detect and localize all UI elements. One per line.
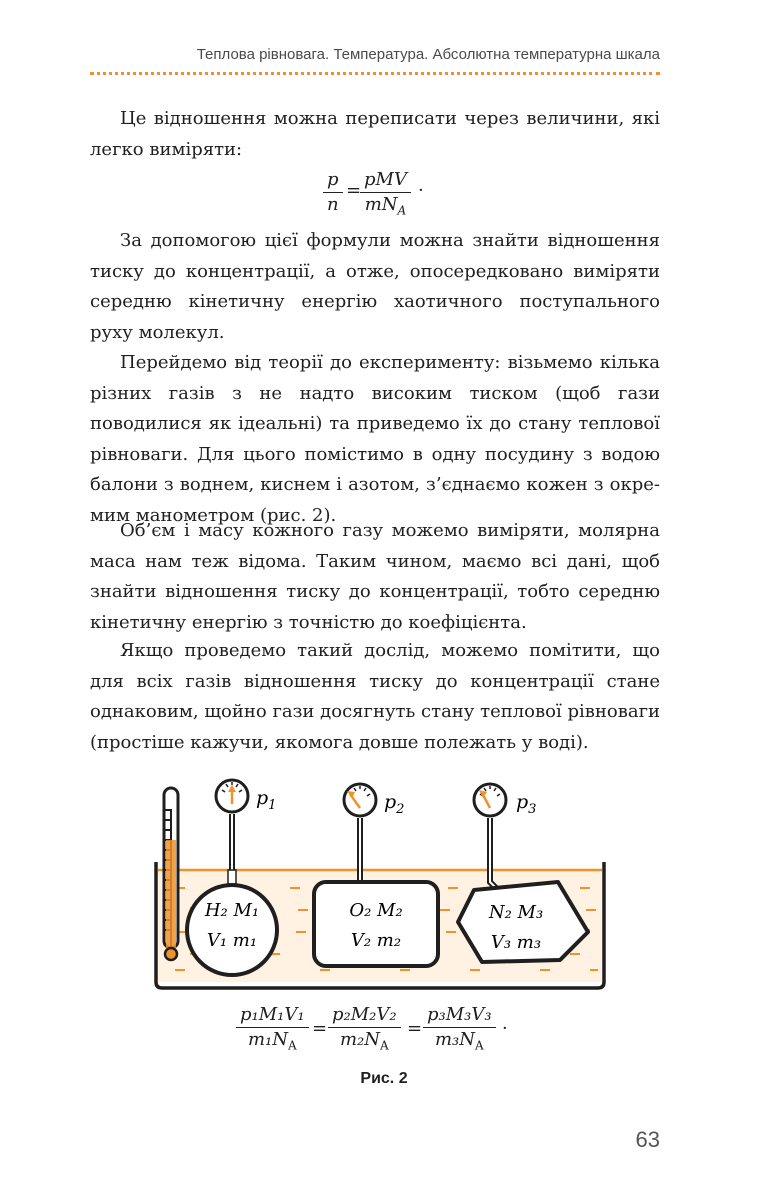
- manometer-1-icon: [216, 780, 248, 884]
- paragraph-3: Перейдемо від теорії до експерименту: візьмемо кілька різних газів з не надто високим тиском (щоб гази поводилися як ідеальні) та приведемо їх до стану теплової рівноваги. Для цього помістимо в одну посудину з водою балони з воднем, киснем і азотом, з’єднаємо кожен з окремим манометром (рис. 2).: [90, 352, 660, 526]
- vessel-o2: [314, 882, 438, 966]
- paragraph-5: Якщо проведемо такий дослід, можемо помітити, що для всіх газів відношення тиску до концентрації стане однаковим, щойно гази досягнуть стану теплової рівноваги (простіше кажучи, якомога довше полежать у воді).: [90, 640, 660, 753]
- formula1-lhs-num: p: [323, 168, 343, 193]
- formula2-f1-den: $m_1N_A$: [247, 1029, 297, 1053]
- formula2-f2-num: p₂M₂V₂: [328, 1003, 401, 1028]
- formula1-rhs: [360, 168, 411, 223]
- formula2-equals-2: =: [407, 1018, 423, 1039]
- vessel-2-line1: O₂ M₂: [349, 900, 403, 921]
- paragraph-4: Об’єм і масу кожного газу можемо виміряти, молярна маса нам теж відома. Таким чином, маємо всі дані, щоб знайти відношення тиску до концентрації, тобто середню кінетичну енергію з точністю до коефіцієнта.: [90, 520, 660, 633]
- formula2-f3-num: p₃M₃V₃: [423, 1003, 496, 1028]
- gauge-2-label: $p_2$: [384, 791, 405, 817]
- formula1-lhs: [323, 168, 343, 217]
- page-number: 63: [635, 1127, 660, 1152]
- formula2-dot: ·: [502, 1018, 508, 1039]
- gauge-3-label: $p_3$: [516, 791, 537, 817]
- vessel-3-line1: N₂ M₃: [488, 902, 544, 923]
- formula2-f3-den: $m_3N_A$: [434, 1029, 484, 1053]
- figure-experiment: [0, 770, 768, 1000]
- formula2-f1-num: p₁M₁V₁: [236, 1003, 309, 1028]
- formula2-f2-den: $m_2N_A$: [339, 1029, 389, 1053]
- formula2-frac-1: [236, 1003, 309, 1058]
- running-header: Теплова рівновага. Температура. Абсолютна температурна шкала: [196, 46, 660, 63]
- vessel-1-line1: H₂ M₁: [204, 900, 260, 921]
- header-dotted-rule: [90, 72, 660, 75]
- manometer-2-icon: [344, 784, 376, 882]
- formula2-frac-2: [328, 1003, 401, 1058]
- paragraph-2: За допомогою цієї формули можна знайти відношення тиску до концентрації, а отже, опосередковано виміряти середню кінетичну енергію хаотичного поступального руху молекул.: [90, 230, 660, 343]
- figure-caption: Рис. 2: [360, 1070, 408, 1087]
- formula1-rhs-num: pMV: [360, 168, 411, 193]
- formula1-lhs-den: n: [327, 194, 339, 215]
- vessel-2-line2: V₂ m₂: [350, 930, 402, 951]
- formula1-equals: =: [346, 180, 362, 201]
- vessel-3-line2: V₃ m₃: [490, 932, 542, 953]
- formula1-rhs-den: $mN_A$: [364, 194, 407, 218]
- formula1-dot: ·: [418, 180, 424, 201]
- paragraph-1: Це відношення можна переписати через величини, які легко виміряти:: [90, 108, 660, 160]
- formula2-frac-3: [423, 1003, 496, 1058]
- formula2-equals-1: =: [312, 1018, 328, 1039]
- thermometer-icon: [164, 788, 178, 960]
- vessel-1-line2: V₁ m₁: [206, 930, 258, 951]
- gauge-1-label: $p_1$: [256, 787, 277, 813]
